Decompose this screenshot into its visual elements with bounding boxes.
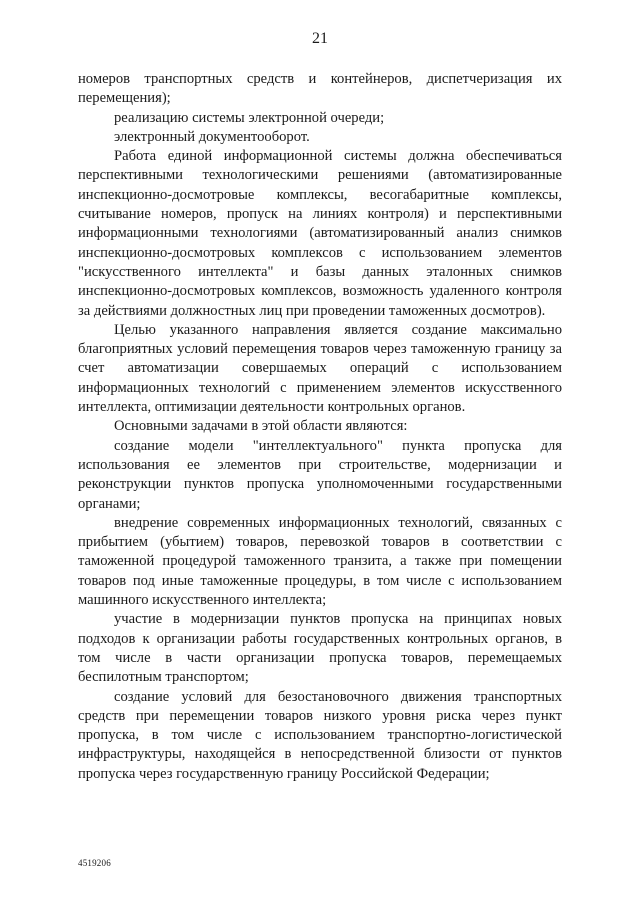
document-body [78,70,562,784]
paragraph-3: электронный документооборот. [114,128,310,145]
paragraph-6: Основными задачами в этой области являются: [114,418,408,435]
paragraph-7: создание модели "интеллектуального" пункта пропуска для использования ее элементов при строительстве, модернизации и реконструкции пунктов пропуска уполномоченными государственными органами; [78,437,562,512]
paragraph-4: Работа единой информационной системы должна обеспечиваться перспективными технологическими решениями (автоматизированные инспекционно-досмотровые комплексы, весогабаритные комплексы, считывание номеров, пропуск на линиях контроля) и перспективными информационными технологиями (автоматизированный анализ снимков инспекционно-досмотровых комплексов с использованием элементов "искусственного интеллекта" и базы данных эталонных снимков инспекционно-досмотровых комплексов, возможность удаленного контроля за действиями должностных лиц при проведении таможенных досмотров). [78,148,562,319]
page-number: 21 [312,30,328,47]
paragraph-2: реализацию системы электронной очереди; [114,109,385,126]
paragraph-10: создание условий для безостановочного движения транспортных средств при перемещении товаров низкого уровня риска через пункт пропуска, в том числе с использованием транспортно-логистической инфраструктуры, находящейся в непосредственной близости от пунктов пропуска через государственную границу Российской Федерации; [78,688,562,782]
document-id: 4519206 [78,858,111,868]
paragraph-1: номеров транспортных средств и контейнеров, диспетчеризация их перемещения); [78,71,562,107]
paragraph-5: Целью указанного направления является создание максимально благоприятных условий перемещения товаров через таможенную границу за счет автоматизации совершаемых операций с использованием информационных технологий с применением элементов искусственного интеллекта, оптимизации деятельности контрольных органов. [78,321,562,416]
paragraph-8: внедрение современных информационных технологий, связанных с прибытием (убытием) товаров, перевозкой товаров в соответствии с таможенной процедурой таможенного транзита, а также при помещении товаров под иные таможенные процедуры, в том числе с использованием машинного искусственного интеллекта; [78,514,562,609]
paragraph-9: участие в модернизации пунктов пропуска на принципах новых подходов к организации работы государственных контрольных органов, в том числе в части организации пропуска товаров, перемещаемых беспилотным транспортом; [78,611,562,686]
